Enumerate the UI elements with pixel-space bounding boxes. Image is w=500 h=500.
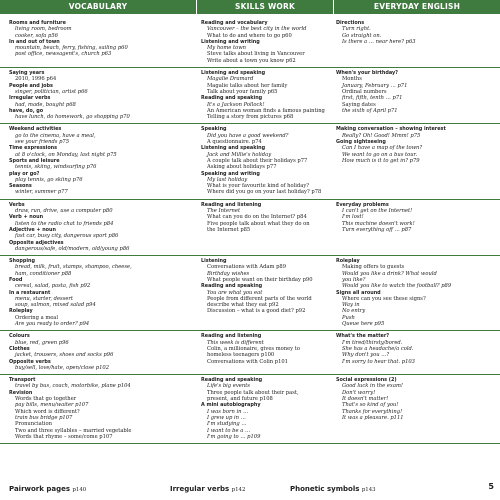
content-line: the sixth of April p71 bbox=[342, 107, 398, 114]
content-line: This week is different bbox=[207, 339, 264, 346]
vocabulary-cell bbox=[0, 20, 196, 64]
section-heading: Transport bbox=[9, 377, 36, 384]
vocabulary-cell bbox=[0, 258, 196, 327]
unit-row bbox=[0, 331, 500, 375]
content-line: Words that go together bbox=[15, 396, 77, 403]
content-line: Magalie talks about her family bbox=[207, 82, 288, 89]
content-line: Magalie Dramard bbox=[207, 76, 254, 83]
footer-page: p142 bbox=[231, 487, 246, 493]
section-heading: Roleplay bbox=[336, 258, 360, 265]
content-line: Telling a story from pictures p68 bbox=[207, 114, 294, 121]
content-line: Asking about holidays p77 bbox=[207, 164, 277, 171]
skills-work-cell bbox=[196, 258, 333, 327]
content-line: pay bills, menu/waiter p107 bbox=[15, 402, 89, 409]
skills-work-cell bbox=[196, 333, 333, 371]
content-line: Conversations with Colin p101 bbox=[207, 358, 288, 365]
section-heading: Roleplay bbox=[9, 308, 33, 315]
content-line: I'm going to … p109 bbox=[207, 433, 261, 440]
content-line: Would you like a drink? What would bbox=[342, 270, 437, 277]
section-heading: Opposite verbs bbox=[9, 358, 51, 365]
section-heading: Verb + noun bbox=[9, 214, 44, 221]
content-line: cereal, salad, pasta, fish p92 bbox=[15, 283, 91, 290]
section-heading: Reading and listening bbox=[201, 201, 262, 208]
skills-work-cell bbox=[196, 202, 333, 252]
content-line: I grew up in … bbox=[207, 414, 246, 421]
content-line: soup, salmon, mixed salad p94 bbox=[15, 302, 96, 309]
content-line: post office, newsagent's, church p63 bbox=[15, 51, 112, 58]
section-heading: Colours bbox=[9, 333, 30, 340]
footer-label: Irregular verbs bbox=[170, 485, 230, 493]
content-line: Making offers to guests bbox=[342, 264, 405, 271]
content-line: Really? Oh! Good! Mmm! p75 bbox=[342, 132, 421, 139]
content-line: Months bbox=[342, 76, 362, 83]
content-line: Three people talk about their past, bbox=[207, 389, 299, 396]
content-line: Two and three syllables – married vegetable bbox=[15, 427, 132, 434]
content-line: blue, red, green p96 bbox=[15, 339, 69, 346]
content-line: buy/sell, love/hate, open/close p102 bbox=[15, 364, 109, 371]
content-line: Which word is different? bbox=[15, 408, 80, 415]
everyday-english-cell bbox=[333, 333, 500, 371]
content-line: Don't worry! bbox=[342, 389, 376, 396]
content-line: It doesn't matter! bbox=[342, 396, 389, 403]
content-line: travel by bus, coach, motorbike, plane p104 bbox=[15, 383, 131, 390]
content-line: Discussion – what is a good diet? p92 bbox=[207, 308, 306, 315]
content-line: menu, starter, dessert bbox=[15, 295, 73, 302]
content-line: January, February … p71 bbox=[342, 82, 408, 89]
content-line: I'm studying … bbox=[207, 421, 247, 428]
section-heading: Food bbox=[9, 276, 23, 283]
section-heading: Sports and leisure bbox=[9, 157, 60, 164]
everyday-english-cell bbox=[333, 20, 500, 64]
section-heading: Going sightseeing bbox=[336, 139, 386, 146]
content-line: jacket, trousers, shoes and socks p96 bbox=[15, 352, 114, 359]
content-line: had, made, bought p68 bbox=[15, 101, 76, 108]
content-line: tennis, skiing, windsurfing p76 bbox=[15, 164, 97, 171]
everyday-english-cell bbox=[333, 377, 500, 440]
content-line: Talk about your family p65 bbox=[207, 88, 278, 95]
column-header-bar bbox=[0, 0, 500, 14]
section-heading: Weekend activities bbox=[9, 126, 62, 133]
content-line: What can you do on the Internet? p84 bbox=[207, 214, 307, 221]
content-line: draw, run, drive, use a computer p80 bbox=[15, 208, 113, 215]
content-line: Where did you go on your last holiday? p78 bbox=[207, 189, 322, 196]
content-line: This machine doesn't work! bbox=[342, 220, 415, 227]
content-line: Ordering a meal bbox=[15, 314, 59, 321]
footer-page: p140 bbox=[72, 487, 87, 493]
section-heading: Social expressions (2) bbox=[336, 377, 397, 384]
section-heading: Revision bbox=[9, 389, 33, 396]
footer-label: Pairwork pages bbox=[9, 485, 70, 493]
content-line: first, fifth, tenth … p71 bbox=[342, 95, 403, 102]
content-line: dangerous/safe, old/modern, old/young p86 bbox=[15, 245, 130, 252]
section-heading: Saying years bbox=[9, 70, 45, 77]
content-line: Ordinal numbers bbox=[342, 88, 387, 95]
content-line: bread, milk, fruit, stamps, shampoo, cheese, bbox=[15, 264, 132, 271]
footer-label: Phonetic symbols bbox=[290, 485, 360, 493]
content-line: fast car, busy city, dangerous sport p86 bbox=[15, 233, 119, 240]
content-line: see your friends p75 bbox=[15, 139, 69, 146]
content-line: A questionnaire. p74 bbox=[207, 139, 262, 146]
content-line: at 8 o'clock, on Monday, last night p75 bbox=[15, 151, 117, 158]
content-line: The Internet bbox=[207, 208, 241, 215]
content-line: train bus bridge p107 bbox=[15, 414, 73, 421]
section-heading: In a restaurant bbox=[9, 289, 51, 296]
content-line: homeless teenagers p100 bbox=[207, 352, 275, 359]
unit-row bbox=[0, 256, 500, 331]
vocabulary-cell bbox=[0, 70, 196, 120]
section-heading: Directions bbox=[336, 20, 365, 26]
section-heading: Everyday problems bbox=[336, 201, 389, 208]
section-heading: Irregular verbs bbox=[9, 95, 51, 102]
content-line: An American woman finds a famous painting bbox=[207, 107, 325, 114]
section-heading: Speaking and writing bbox=[201, 170, 260, 177]
section-heading: play or go? bbox=[9, 170, 40, 177]
section-heading: People and jobs bbox=[9, 82, 53, 89]
content-line: Good luck in the exam! bbox=[342, 383, 403, 390]
content-line: play tennis, go skiing p76 bbox=[15, 176, 83, 183]
section-heading: Listening and writing bbox=[201, 38, 260, 45]
content-line: I'm sorry to hear that. p103 bbox=[342, 358, 415, 365]
content-line: I'm lost! bbox=[342, 214, 364, 221]
section-heading: Signs all around bbox=[336, 289, 381, 296]
footer bbox=[0, 484, 500, 498]
section-heading: Reading and speaking bbox=[201, 377, 263, 384]
content-line: singer, politician, artist p66 bbox=[15, 88, 88, 95]
footer-item-phonetic-symbols bbox=[290, 485, 376, 493]
section-heading: Reading and speaking bbox=[201, 283, 263, 290]
content-line: Colin, a millionaire, gives money to bbox=[207, 345, 300, 352]
page-number: 5 bbox=[488, 482, 494, 491]
content-line: That's so kind of you! bbox=[342, 402, 399, 409]
everyday-english-cell bbox=[333, 258, 500, 327]
content-line: It was a pleasure. p111 bbox=[342, 414, 404, 421]
content-line: We want to go on a bus tour. bbox=[342, 151, 418, 158]
content-line: You are what you eat bbox=[207, 289, 263, 296]
unit-row bbox=[0, 375, 500, 444]
content-line: mountain, beach, ferry, fishing, sailing p60 bbox=[15, 45, 128, 52]
section-heading: Listening bbox=[201, 258, 227, 265]
content-line: What to do and where to go p60 bbox=[207, 32, 292, 39]
section-heading: Making conversation – showing interest bbox=[336, 126, 446, 133]
content-line: No entry bbox=[342, 308, 366, 315]
content-line: What people want on their birthday p90 bbox=[207, 276, 313, 283]
content-line: you like? bbox=[342, 276, 366, 283]
content-line: Birthday wishes bbox=[207, 270, 250, 277]
section-heading: Listening and speaking bbox=[201, 70, 266, 77]
section-heading: Speaking bbox=[201, 126, 227, 133]
unit-row bbox=[0, 18, 500, 68]
content-line: Vancouver – the best city in the world bbox=[207, 26, 307, 33]
content-line: My last holiday bbox=[207, 176, 248, 183]
content-line: Steve talks about living in Vancouver bbox=[207, 51, 305, 58]
content-line: Are you ready to order? p94 bbox=[15, 321, 90, 328]
content-line: Words that rhyme – some/come p107 bbox=[15, 433, 113, 440]
content-line: People from different parts of the world bbox=[207, 295, 312, 302]
content-line: Push bbox=[342, 314, 355, 321]
footer-item-pairwork bbox=[9, 485, 86, 493]
everyday-english-cell bbox=[333, 202, 500, 252]
content-line: Would you like to watch the football? p89 bbox=[342, 283, 452, 290]
content-line: What is your favourite kind of holiday? bbox=[207, 183, 310, 190]
content-line: My home town bbox=[207, 45, 246, 52]
content-line: Saying dates bbox=[342, 101, 376, 108]
content-line: A couple talk about their holidays p77 bbox=[207, 157, 308, 164]
content-line: Did you have a good weekend? bbox=[207, 132, 289, 139]
contents-grid bbox=[0, 18, 500, 444]
section-heading: Reading and speaking bbox=[201, 95, 263, 102]
section-heading: A mini autobiography bbox=[201, 402, 261, 409]
unit-row bbox=[0, 68, 500, 124]
vocabulary-cell bbox=[0, 377, 196, 440]
content-line: cooker, sofa p56 bbox=[15, 32, 58, 39]
content-line: Queue here p95 bbox=[342, 321, 385, 328]
section-heading: Reading and vocabulary bbox=[201, 20, 268, 26]
content-line: Thanks for everything! bbox=[342, 408, 403, 415]
content-line: Pronunciation bbox=[15, 421, 52, 428]
section-heading: Adjective + noun bbox=[9, 226, 57, 233]
content-line: How much is it to get in? p79 bbox=[342, 157, 420, 164]
content-line: She has a headache/a cold. bbox=[342, 345, 414, 352]
section-heading: Seasons bbox=[9, 183, 32, 190]
content-line: Can I have a map of the town? bbox=[342, 145, 423, 152]
content-line: Write about a town you know p62 bbox=[207, 57, 296, 64]
unit-row bbox=[0, 124, 500, 199]
skills-work-header: SKILLS WORK bbox=[197, 0, 333, 14]
content-line: I can't get on the Internet! bbox=[342, 208, 413, 215]
section-heading: When's your birthday? bbox=[336, 70, 399, 77]
section-heading: have, do, go bbox=[9, 107, 44, 114]
everyday-english-header: EVERYDAY ENGLISH bbox=[334, 0, 500, 14]
vocabulary-cell bbox=[0, 333, 196, 371]
section-heading: Listening and speaking bbox=[201, 145, 266, 152]
content-line: present, and future p108 bbox=[207, 396, 273, 403]
content-line: I was born in … bbox=[207, 408, 249, 415]
skills-work-cell bbox=[196, 377, 333, 440]
vocabulary-header: VOCABULARY bbox=[0, 0, 196, 14]
content-line: describe what they eat p92 bbox=[207, 302, 279, 309]
section-heading: Opposite adjectives bbox=[9, 239, 64, 246]
content-line: Where can you see these signs? bbox=[342, 295, 426, 302]
content-line: winter, summer p77 bbox=[15, 189, 68, 196]
section-heading: In and out of town bbox=[9, 38, 60, 45]
content-line: 2010, 1996 p64 bbox=[15, 76, 57, 83]
section-heading: Time expressions bbox=[9, 145, 58, 152]
content-line: Jack and Millie's holiday bbox=[207, 151, 272, 158]
content-line: the Internet p85 bbox=[207, 226, 251, 233]
footer-page: p143 bbox=[361, 487, 376, 493]
content-line: Turn everything off … p87 bbox=[342, 226, 412, 233]
content-line: ham, conditioner p88 bbox=[15, 270, 72, 277]
content-line: Why don't you …? bbox=[342, 352, 390, 359]
section-heading: What's the matter? bbox=[336, 333, 390, 340]
content-line: Way in bbox=[342, 302, 360, 309]
everyday-english-cell bbox=[333, 126, 500, 195]
everyday-english-cell bbox=[333, 70, 500, 120]
content-line: I want to be a … bbox=[207, 427, 251, 434]
content-line: go to the cinema, have a meal, bbox=[15, 132, 96, 139]
section-heading: Reading and listening bbox=[201, 333, 262, 340]
content-line: Conversations with Adam p89 bbox=[207, 264, 287, 271]
content-line: Turn right. bbox=[342, 26, 371, 33]
skills-work-cell bbox=[196, 20, 333, 64]
section-heading: Shopping bbox=[9, 258, 36, 265]
unit-row bbox=[0, 200, 500, 256]
section-heading: Clothes bbox=[9, 345, 30, 352]
skills-work-cell bbox=[196, 126, 333, 195]
content-line: Five people talk about what they do on bbox=[207, 220, 310, 227]
content-line: have lunch, do homework, go shopping p70 bbox=[15, 114, 130, 121]
section-heading: Verbs bbox=[9, 201, 25, 208]
content-line: Is there a … near here? p63 bbox=[342, 38, 416, 45]
footer-item-irregular-verbs bbox=[170, 485, 245, 493]
vocabulary-cell bbox=[0, 126, 196, 195]
content-line: living room, bedroom bbox=[15, 26, 72, 33]
content-line: It's a Jackson Pollock! bbox=[207, 101, 265, 108]
content-line: Life's big events bbox=[207, 383, 250, 390]
content-line: Go straight on. bbox=[342, 32, 382, 39]
vocabulary-cell bbox=[0, 202, 196, 252]
content-line: I'm tired/thirsty/bored. bbox=[342, 339, 403, 346]
content-line: listen to the radio chat to friends p84 bbox=[15, 220, 114, 227]
skills-work-cell bbox=[196, 70, 333, 120]
section-heading: Rooms and furniture bbox=[9, 20, 66, 26]
